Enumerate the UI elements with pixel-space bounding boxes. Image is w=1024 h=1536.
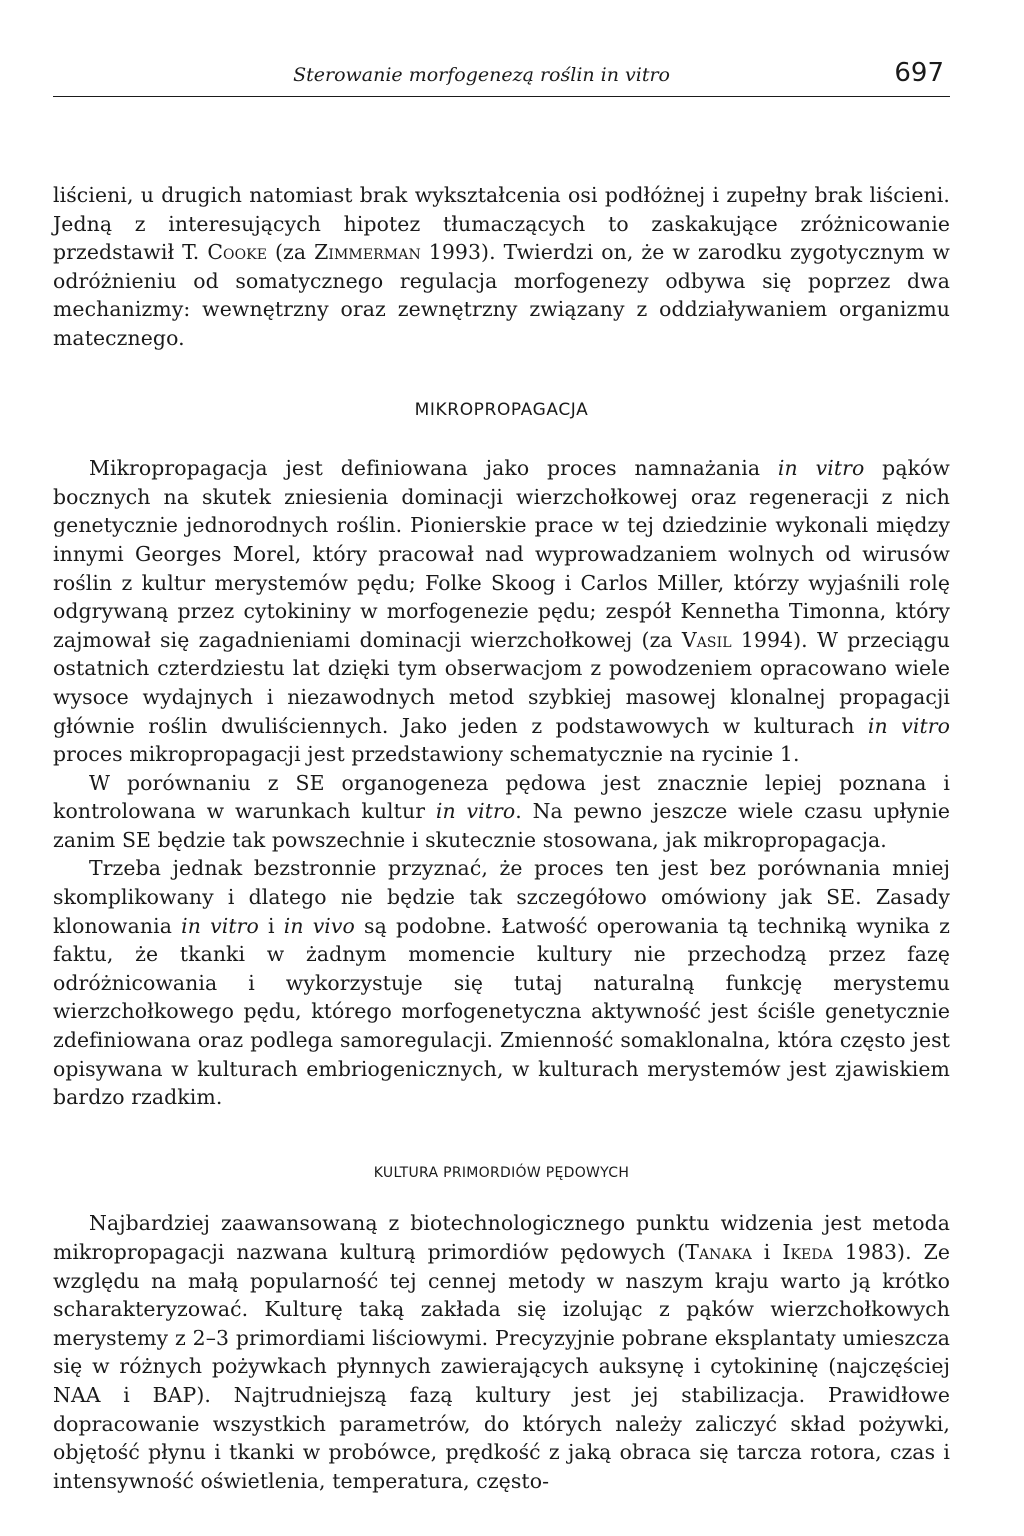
text-run: 1994). W przeciągu ostatnich czterdziestu lat dzięki tym obserwacjom z powodzeniem opracowano wiele wysoce wydajnych i niezawodnych metod szybkiej masowej klonalnej propagacji głównie roślin dwuliściennych. Jako jeden z podstawowych w kulturach <box>53 627 951 738</box>
running-header <box>53 56 950 97</box>
page-number: 697 <box>894 58 944 88</box>
section-heading-mikropropagacja: MIKROPROPAGACJA <box>414 399 589 420</box>
text-run: Trzeba jednak bezstronnie przyznać, że proces ten jest bez porównania mniej skomplikowany i dlatego nie będzie tak szczegółowo omówiony jak SE. Zasady klonowania <box>53 856 950 938</box>
text-run: pąków bocznych na skutek zniesienia dominacji wierzchołkowej oraz regeneracji z nich genetycznie jednorodnych roślin. Pionierskie prace w tej dziedzinie wykonali między innymi Georges Morel, który pracował nad wyprowadzaniem wolnych od wirusów roślin z kultur merystemów pędu; Folke Skoog i Carlos Miller, którzy wyjaśnili rolę odgrywaną przez cytokininy w morfogenezie pędu; zespół Kennetha Timonna, który zajmował się zagadnieniami dominacji wierzchołkowej (za <box>53 456 950 652</box>
text-run: Mikropropagacja jest definiowana jako proces namnażania <box>89 456 778 481</box>
italic-term: in vitro <box>435 799 516 824</box>
citation-author: Zimmerman <box>314 240 421 265</box>
text-run: Najbardziej zaawansowaną z biotechnologicznego punktu widzenia jest metoda mikropropagacji nazwana kulturą primordiów pędowych ( <box>53 1211 950 1264</box>
citation-author: Vasil <box>681 627 732 652</box>
text-run: są podobne. Łatwość operowania tą techniką wynika z faktu, że tkanki w żadnym momencie kultury nie przechodzą przez fazę odróżnicowania i wykorzystuje się tutaj naturalną funkcję merystemu wierzchołkowego pędu, którego morfogenetyczna aktywność jest ściśle genetycznie zdefiniowana oraz podlega samoregulacji. Zmienność somaklonalna, która często jest opisywana w kulturach embriogenicznych, w kulturach merystemów jest zjawiskiem bardzo rzadkim. <box>53 913 950 1110</box>
text-run: 1993). Twierdzi on, że w zarodku zygotycznym w odróżnieniu od somatycznego regulacja morfogenezy odbywa się poprzez dwa mechanizmy: wewnętrzny oraz zewnętrzny związany z oddziaływaniem organizmu matecznego. <box>53 240 950 350</box>
section-heading-kultura-primordiow: KULTURA PRIMORDIÓW PĘDOWYCH <box>373 1164 630 1181</box>
citation-author: Cooke <box>207 240 268 265</box>
italic-term: in vivo <box>283 913 355 938</box>
text-run: i <box>751 1240 783 1264</box>
citation-author: Tanaka <box>685 1240 752 1264</box>
document-page <box>53 56 950 1495</box>
italic-term: in vitro <box>181 913 259 938</box>
italic-term: in vitro <box>777 456 865 481</box>
text-run: W porównaniu z SE organogeneza pędowa jest znacznie lepiej poznana i kontrolowana w warunkach kultur <box>53 770 950 824</box>
text-run: proces mikropropagacji jest przedstawiony schematycznie na rycinie 1. <box>53 742 800 767</box>
text-run: (za <box>267 240 315 265</box>
paragraph-continuation <box>53 181 950 353</box>
paragraph-kultura-primordiow <box>53 1209 950 1495</box>
text-run: . Na pewno jeszcze wiele czasu upłynie zanim SE będzie tak powszechnie i skutecznie stosowana, jak mikropropagacja. <box>53 799 951 852</box>
text-run: 1983). Ze względu na małą popularność tej cennej metody w naszym kraju warto ją krótko scharakteryzować. Kulturę taką zakłada się izolując z pąków wierzchołkowych merystemy z 2–3 primordiami liściowymi. Precyzyjnie pobrane eksplantaty umieszcza się w różnych pożywkach płynnych zawierających auksynę i cytokininę (najczęściej NAA i BAP). Najtrudniejszą fazą kultury jest jej stabilizacja. Prawidłowe dopracowanie wszystkich parametrów, do których należy zaliczyć skład pożywki, objętość płynu i tkanki w probówce, prędkość z jaką obraca się tarcza rotora, czas i intensywność oświetlenia, temperatura, często- <box>53 1240 950 1493</box>
text-run: i <box>258 913 284 938</box>
body-text <box>53 181 950 1495</box>
citation-author: Ikeda <box>782 1240 833 1264</box>
italic-term: in vitro <box>867 713 950 738</box>
paragraph-organogeneza <box>53 769 950 855</box>
paragraph-klonowanie <box>53 854 950 1111</box>
running-title: Sterowanie morfogenezą roślin in vitro <box>293 64 670 86</box>
paragraph-mikropropagacja-definition <box>53 454 950 769</box>
text-run: liścieni, u drugich natomiast brak wykształcenia osi podłóżnej i zupełny brak liścieni. Jedną z interesujących hipotez tłumaczących to zaskakujące zróżnicowanie przedstawił T. <box>53 183 950 265</box>
